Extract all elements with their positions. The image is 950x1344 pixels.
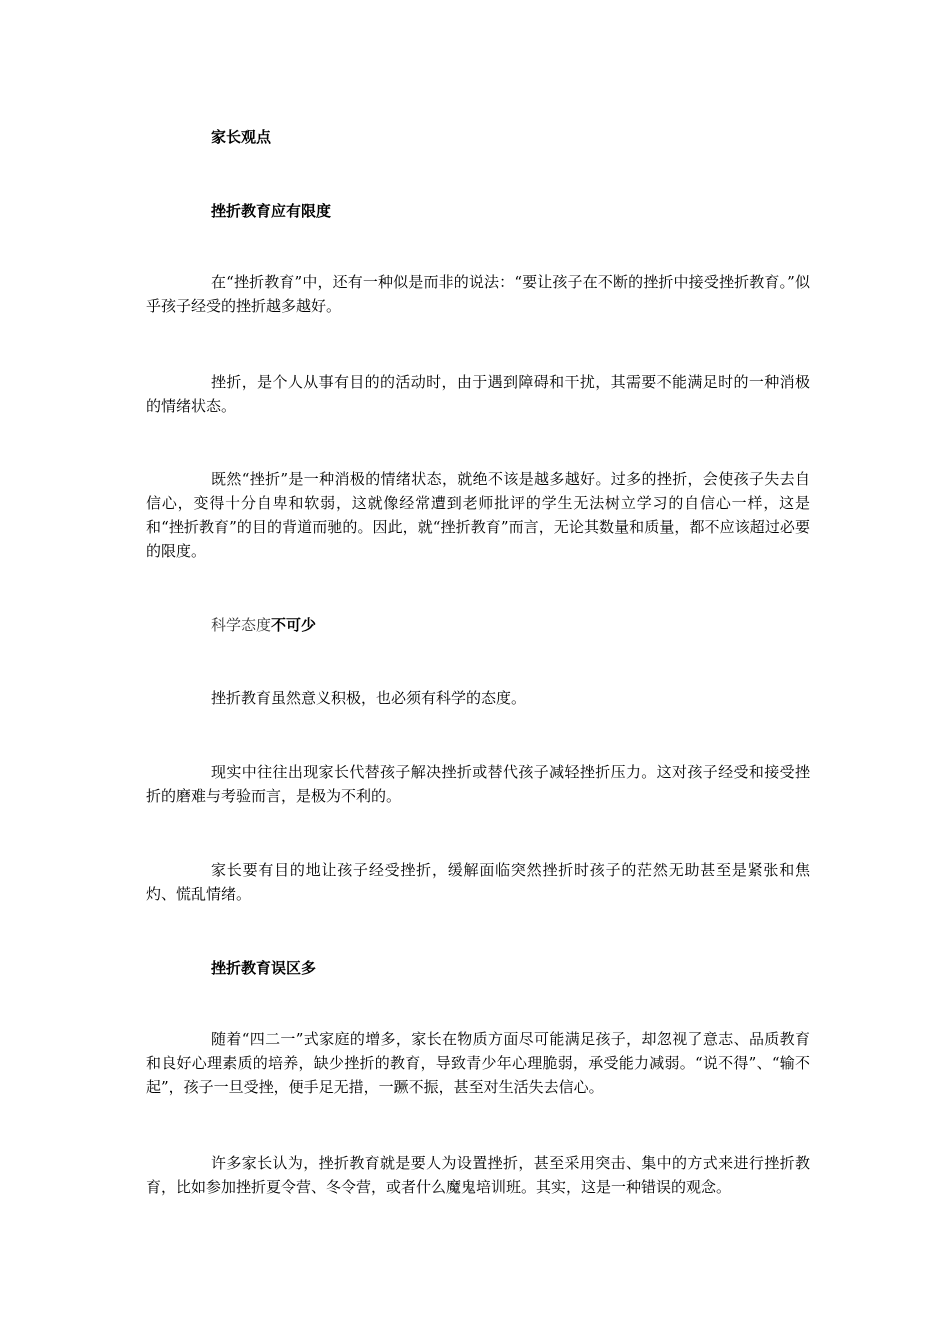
heading-2-light-part: 科学态度 bbox=[211, 616, 272, 634]
heading-2-bold-part: 不可少 bbox=[271, 616, 317, 634]
paragraph-5: 现实中往往出现家长代替孩子解决挫折或替代孩子减轻挫折压力。这对孩子经受和接受挫折的磨难与考验而言，是极为不利的。 bbox=[146, 763, 810, 805]
heading-misconceptions: 挫折教育误区多 bbox=[211, 959, 317, 977]
section-title: 家长观点 bbox=[211, 128, 272, 146]
paragraph-8: 许多家长认为，挫折教育就是要人为设置挫折，甚至采用突击、集中的方式来进行挫折教育，比如参加挫折夏令营、冬令营，或者什么魔鬼培训班。其实，这是一种错误的观念。 bbox=[146, 1154, 810, 1196]
paragraph-6: 家长要有目的地让孩子经受挫折，缓解面临突然挫折时孩子的茫然无助甚至是紧张和焦灼、慌乱情绪。 bbox=[146, 861, 810, 903]
heading-limits: 挫折教育应有限度 bbox=[211, 202, 332, 220]
heading-scientific-attitude bbox=[211, 613, 316, 637]
paragraph-1: 在“挫折教育”中，还有一种似是而非的说法：“要让孩子在不断的挫折中接受挫折教育。”似乎孩子经受的挫折越多越好。 bbox=[146, 273, 810, 315]
paragraph-4: 挫折教育虽然意义积极，也必须有科学的态度。 bbox=[211, 689, 527, 707]
paragraph-7: 随着“四二一”式家庭的增多，家长在物质方面尽可能满足孩子，却忽视了意志、品质教育和良好心理素质的培养，缺少挫折的教育，导致青少年心理脆弱，承受能力减弱。“说不得”、“输不起”，孩子一旦受挫，便手足无措，一蹶不振，甚至对生活失去信心。 bbox=[146, 1030, 810, 1096]
paragraph-2: 挫折，是个人从事有目的的活动时，由于遇到障碍和干扰，其需要不能满足时的一种消极的情绪状态。 bbox=[146, 373, 810, 415]
paragraph-3: 既然“挫折”是一种消极的情绪状态，就绝不该是越多越好。过多的挫折，会使孩子失去自信心，变得十分自卑和软弱，这就像经常遭到老师批评的学生无法树立学习的自信心一样，这是和“挫折教育”的目的背道而驰的。因此，就“挫折教育”而言，无论其数量和质量，都不应该超过必要的限度。 bbox=[146, 470, 810, 560]
